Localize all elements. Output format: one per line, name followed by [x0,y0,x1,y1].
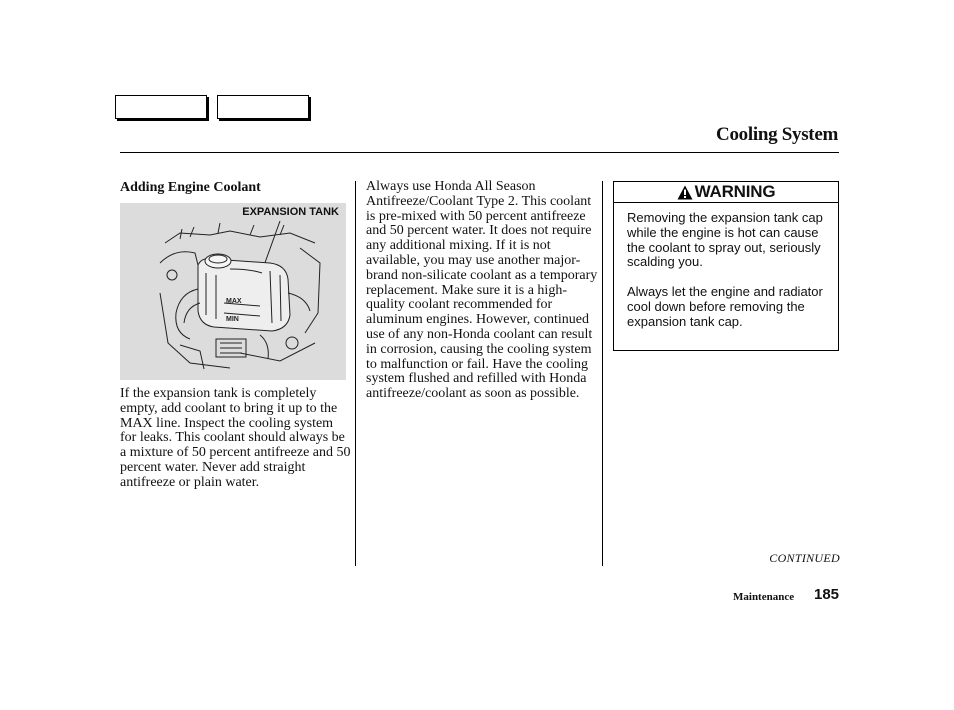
warning-triangle-icon [677,185,693,200]
column-divider-2 [602,181,603,566]
engine-illustration [120,203,346,380]
max-mark: MAX [226,298,242,305]
warning-text [627,211,832,345]
warning-paragraph-1: Removing the expansion tank cap while the engine is hot can cause the coolant to spray out, seriously scalding you. [627,210,823,270]
figure-label: EXPANSION TANK [242,206,339,218]
warning-box [613,181,839,351]
footer-section-name: Maintenance [733,591,795,603]
continued-label: CONTINUED [769,551,840,565]
middle-column-text: Always use Honda All Season Antifreeze/Coolant Type 2. This coolant is pre-mixed with 50 percent antifreeze and 50 percent water. It does not require any additional mixing. If it is not available, you may use another major-brand non-silicate coolant as a temporary replacement. Make sure it is a high-quality coolant recommended for aluminum engines. However, continued use of any non-Honda coolant can result in corrosion, causing the cooling system to malfunction or fail. Have the cooling system flushed and refilled with Honda antifreeze/coolant as soon as possible. [366,179,598,402]
expansion-tank-figure [120,203,346,380]
header-rule [120,152,839,153]
left-column-text: If the expansion tank is completely empty, add coolant to bring it up to the MAX line. Inspect the cooling system for leaks. This coolant should always be a mixture of 50 percent antifreeze and 50 percent water. Never add straight antifreeze or plain water. [120,386,351,490]
warning-banner [613,181,839,203]
warning-title: WARNING [694,182,776,201]
section-heading: Adding Engine Coolant [120,180,261,195]
warning-paragraph-2: Always let the engine and radiator cool down before removing the expansion tank cap. [627,284,823,329]
nav-tab-box-1[interactable] [115,95,207,119]
nav-tab-box-2[interactable] [217,95,309,119]
min-mark: MIN [226,316,239,323]
page-number: 185 [814,586,840,603]
page-title: Cooling System [716,124,838,145]
column-divider-1 [355,181,356,566]
